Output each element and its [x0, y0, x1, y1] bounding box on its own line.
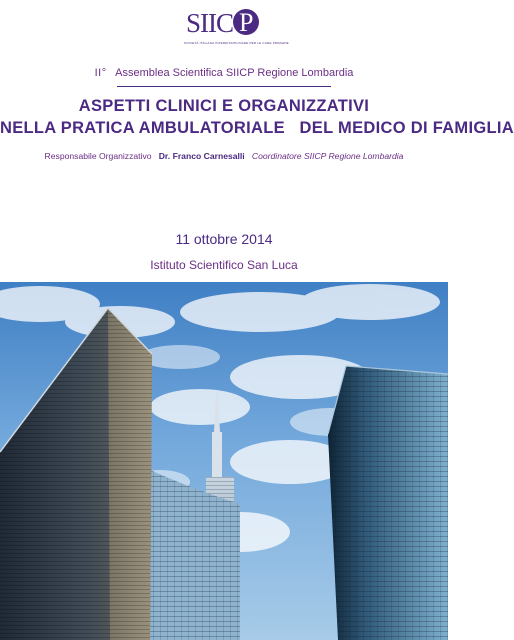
title-line-1: ASPETTI CLINICI E ORGANIZZATIVI	[78, 97, 370, 115]
event-venue: Istituto Scientifico San Luca	[150, 258, 298, 272]
svg-text:P: P	[239, 8, 254, 37]
divider-rule	[117, 86, 331, 87]
responsible-line	[0, 151, 448, 161]
assembly-text: Assemblea Scientifica SIICP Regione Lombardia	[115, 67, 354, 79]
responsible-name: Dr. Franco Carnesalli	[158, 151, 245, 161]
logo-tagline: SOCIETÀ ITALIANA INTERDISCIPLINARE PER LE CURE PRIMARIE	[184, 41, 289, 45]
svg-text:SIIC: SIIC	[186, 8, 234, 38]
edition-number: II°	[94, 67, 107, 79]
responsible-label: Responsabile Organizzativo	[44, 151, 152, 161]
skyscrapers-photo	[0, 282, 448, 640]
logo-mark	[184, 4, 264, 40]
event-date: 11 ottobre 2014	[175, 231, 273, 247]
siicp-logo	[184, 4, 289, 50]
responsible-role: Coordinatore SIICP Regione Lombardia	[251, 151, 404, 161]
title-line-2: NELLA PRATICA AMBULATORIALE DEL MEDICO DI FAMIGLIA	[0, 119, 514, 137]
logo-wordmark	[184, 4, 264, 40]
event-title	[0, 95, 514, 139]
assembly-line	[0, 67, 448, 79]
